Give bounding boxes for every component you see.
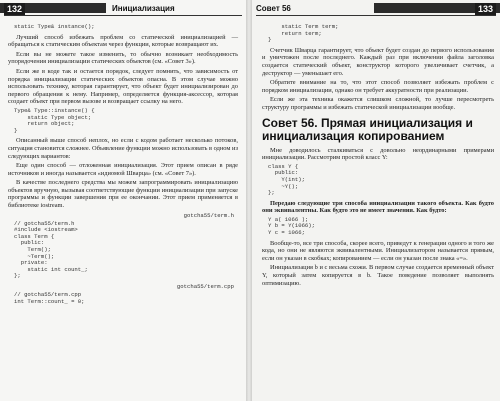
paragraph: Еще один способ — отложенная инициализация. Этот прием описан в ряде источников и иногда называется «идиомой Шварца» (см. «Совет 7»).	[8, 162, 238, 177]
paragraph: Если же в коде так и остается порядок, следует помнить, что зависимость от порядка инициализации статических объектов опасна. В этом случае можно использовать технику, которая гарантирует, что объект будет инициализирован до первого обращения к нему. Например, определяется функция-аксессор, которая создает объект при первом вызове и возвращает ссылку на него.	[8, 67, 238, 106]
paragraph: Если вы не можете такое изменить, то обычно возникает необходимость упорядочения инициализации статических объектов (см. «Совет 3»).	[8, 50, 238, 66]
paragraph: Мне доводилось сталкиваться с довольно неординарными примерами инициализации. Рассмотрим простой класс Y:	[262, 146, 494, 162]
paragraph: Передаю следующие три способа инициализации такого объекта. Как будто они эквивалентны. Как будто это не имеет значения. Как будто:	[262, 199, 494, 215]
left-page-number: 132	[4, 3, 25, 15]
paragraph: Вообще-то, все три способа, скорее всего, приведут к генерации одного и того же кода, но они не являются эквивалентными. Инициализатором называется прямым, если он указан в скобках; копированием — если он указан после знака «=».	[262, 239, 494, 262]
paragraph: Описанный выше способ неплох, но если с кодом работает несколько потоков, ситуация становится сложнее. Объявление функции можно использовать в одном из следующих вариантов:	[8, 137, 238, 160]
left-page	[0, 0, 246, 401]
right-page-number: 133	[475, 3, 496, 15]
left-header-title: Инициализация	[112, 4, 175, 13]
left-page-body	[8, 22, 238, 395]
right-page-body	[262, 22, 494, 395]
paragraph: Счетчик Шварца гарантирует, что объект будет создан до первого использования и уничтожен после последнего. Каждый раз при включении файла заголовка создается статический объект, конструктор которого увеличивает счетчик, а деструктор — уменьшает его.	[262, 46, 494, 77]
file-label: gotcha55/term.cpp	[176, 283, 234, 290]
right-header-rule	[256, 15, 496, 16]
code-block: // gotcha55/term.h #include <iostream> class Term { public: Term(); ~Term(); private: static int count_; };	[14, 219, 88, 280]
paragraph: Если же эта техника окажется слишком сложной, то лучше пересмотреть структуру программы и избежать статической инициализации вообще.	[262, 96, 494, 111]
code-block: // gotcha55/term.cpp int Term::count_ = 0;	[14, 291, 85, 305]
paragraph: Лучший способ избежать проблем со статической инициализацией — обращаться к статическим объектам через функции, которые возвращают их.	[8, 33, 238, 49]
right-page	[252, 0, 500, 401]
code-block: static Type& instance();	[14, 23, 95, 30]
code-block: class Y { public: Y(int); ~Y(); };	[268, 162, 305, 197]
paragraph: Инициализация b и с весьма схожи. В первом случае создается временный объект Y, который затем копируется в b. Такое поведение позволяет выполнять оптимизацию.	[262, 264, 494, 287]
paragraph: Обратите внимание на то, что этот способ позволяет избежать проблем с порядком инициализации, однако он требует аккуратности при реализации.	[262, 79, 494, 94]
left-header-rule	[4, 15, 242, 16]
paragraph: В качестве последнего средства мы можем запрограммировать инициализацию объектов вручную, вызывая соответствующие функции инициализации при запуске программы и функции завершения при ее окончании. Этот прием применяется в библиотеке iostream.	[8, 179, 238, 210]
code-block: Type& Type::instance() { static Type object; return object; }	[14, 106, 95, 134]
file-label: gotcha55/term.h	[183, 211, 234, 219]
code-block: static Term term; return term; }	[268, 23, 339, 44]
code-block: Y a( 1066 ); Y b = Y(1066); Y c = 1066;	[268, 215, 315, 237]
section-title: Совет 56. Прямая инициализация и инициализация копированием	[262, 115, 473, 143]
right-header-title: Совет 56	[256, 4, 291, 13]
